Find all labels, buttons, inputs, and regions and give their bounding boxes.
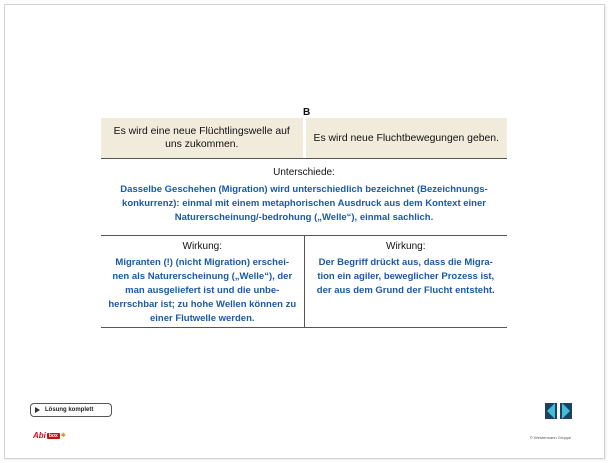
next-button[interactable] bbox=[560, 403, 572, 419]
arrow-left-icon bbox=[547, 403, 555, 419]
effect-cell-a bbox=[101, 236, 304, 327]
statement-cell-a: Es wird eine neue Flüchtlingswelle auf uns zukommen. bbox=[113, 126, 290, 150]
play-icon bbox=[35, 407, 40, 413]
effect-text-b: Der Begriff drückt aus, dass die Migra-tion ein agiler, beweglicher Prozess ist, der aus dem Grund der Flucht entsteht. bbox=[316, 257, 495, 296]
arrow-right-icon bbox=[562, 403, 570, 419]
differences-heading: Unterschiede: bbox=[273, 167, 335, 178]
logo-text: Abi bbox=[33, 431, 46, 440]
navigation-controls bbox=[545, 403, 572, 419]
comparison-table bbox=[101, 118, 507, 328]
solution-button-label: Lösung komplett bbox=[45, 407, 94, 413]
statement-row bbox=[101, 118, 507, 159]
differences-section bbox=[101, 159, 507, 236]
solution-complete-button[interactable] bbox=[30, 403, 112, 417]
differences-text: Dasselbe Geschehen (Migration) wird unterschiedlich bezeichnet (Bezeichnungs-konkurrenz): einmal mit einem metaphorischen Ausdruck aus dem Kontext einer Naturerscheinung/-bedrohung („Welle“), einmal sachlich. bbox=[120, 184, 488, 223]
logo-box: box bbox=[48, 432, 58, 439]
statement-cell-b: Es wird neue Fluchtbewegungen geben. bbox=[303, 118, 508, 158]
publisher-logo bbox=[33, 431, 66, 440]
effect-heading-b: Wirkung: bbox=[386, 241, 426, 252]
effect-cell-b bbox=[304, 236, 508, 327]
effect-text-a: Migranten (!) (nicht Migration) erschei-nen als Naturerscheinung („Welle“), der man ausgeliefert ist und die unbe-herrschbar ist; zu hohe Wellen können zu einer Flutwelle werden. bbox=[108, 257, 297, 324]
copyright-notice: © Westermann Gruppe bbox=[530, 435, 572, 440]
previous-button[interactable] bbox=[545, 403, 557, 419]
effect-row bbox=[101, 236, 507, 328]
effect-heading-a: Wirkung: bbox=[182, 241, 222, 252]
column-label: B bbox=[303, 107, 311, 118]
star-icon: ✱ bbox=[60, 433, 66, 439]
